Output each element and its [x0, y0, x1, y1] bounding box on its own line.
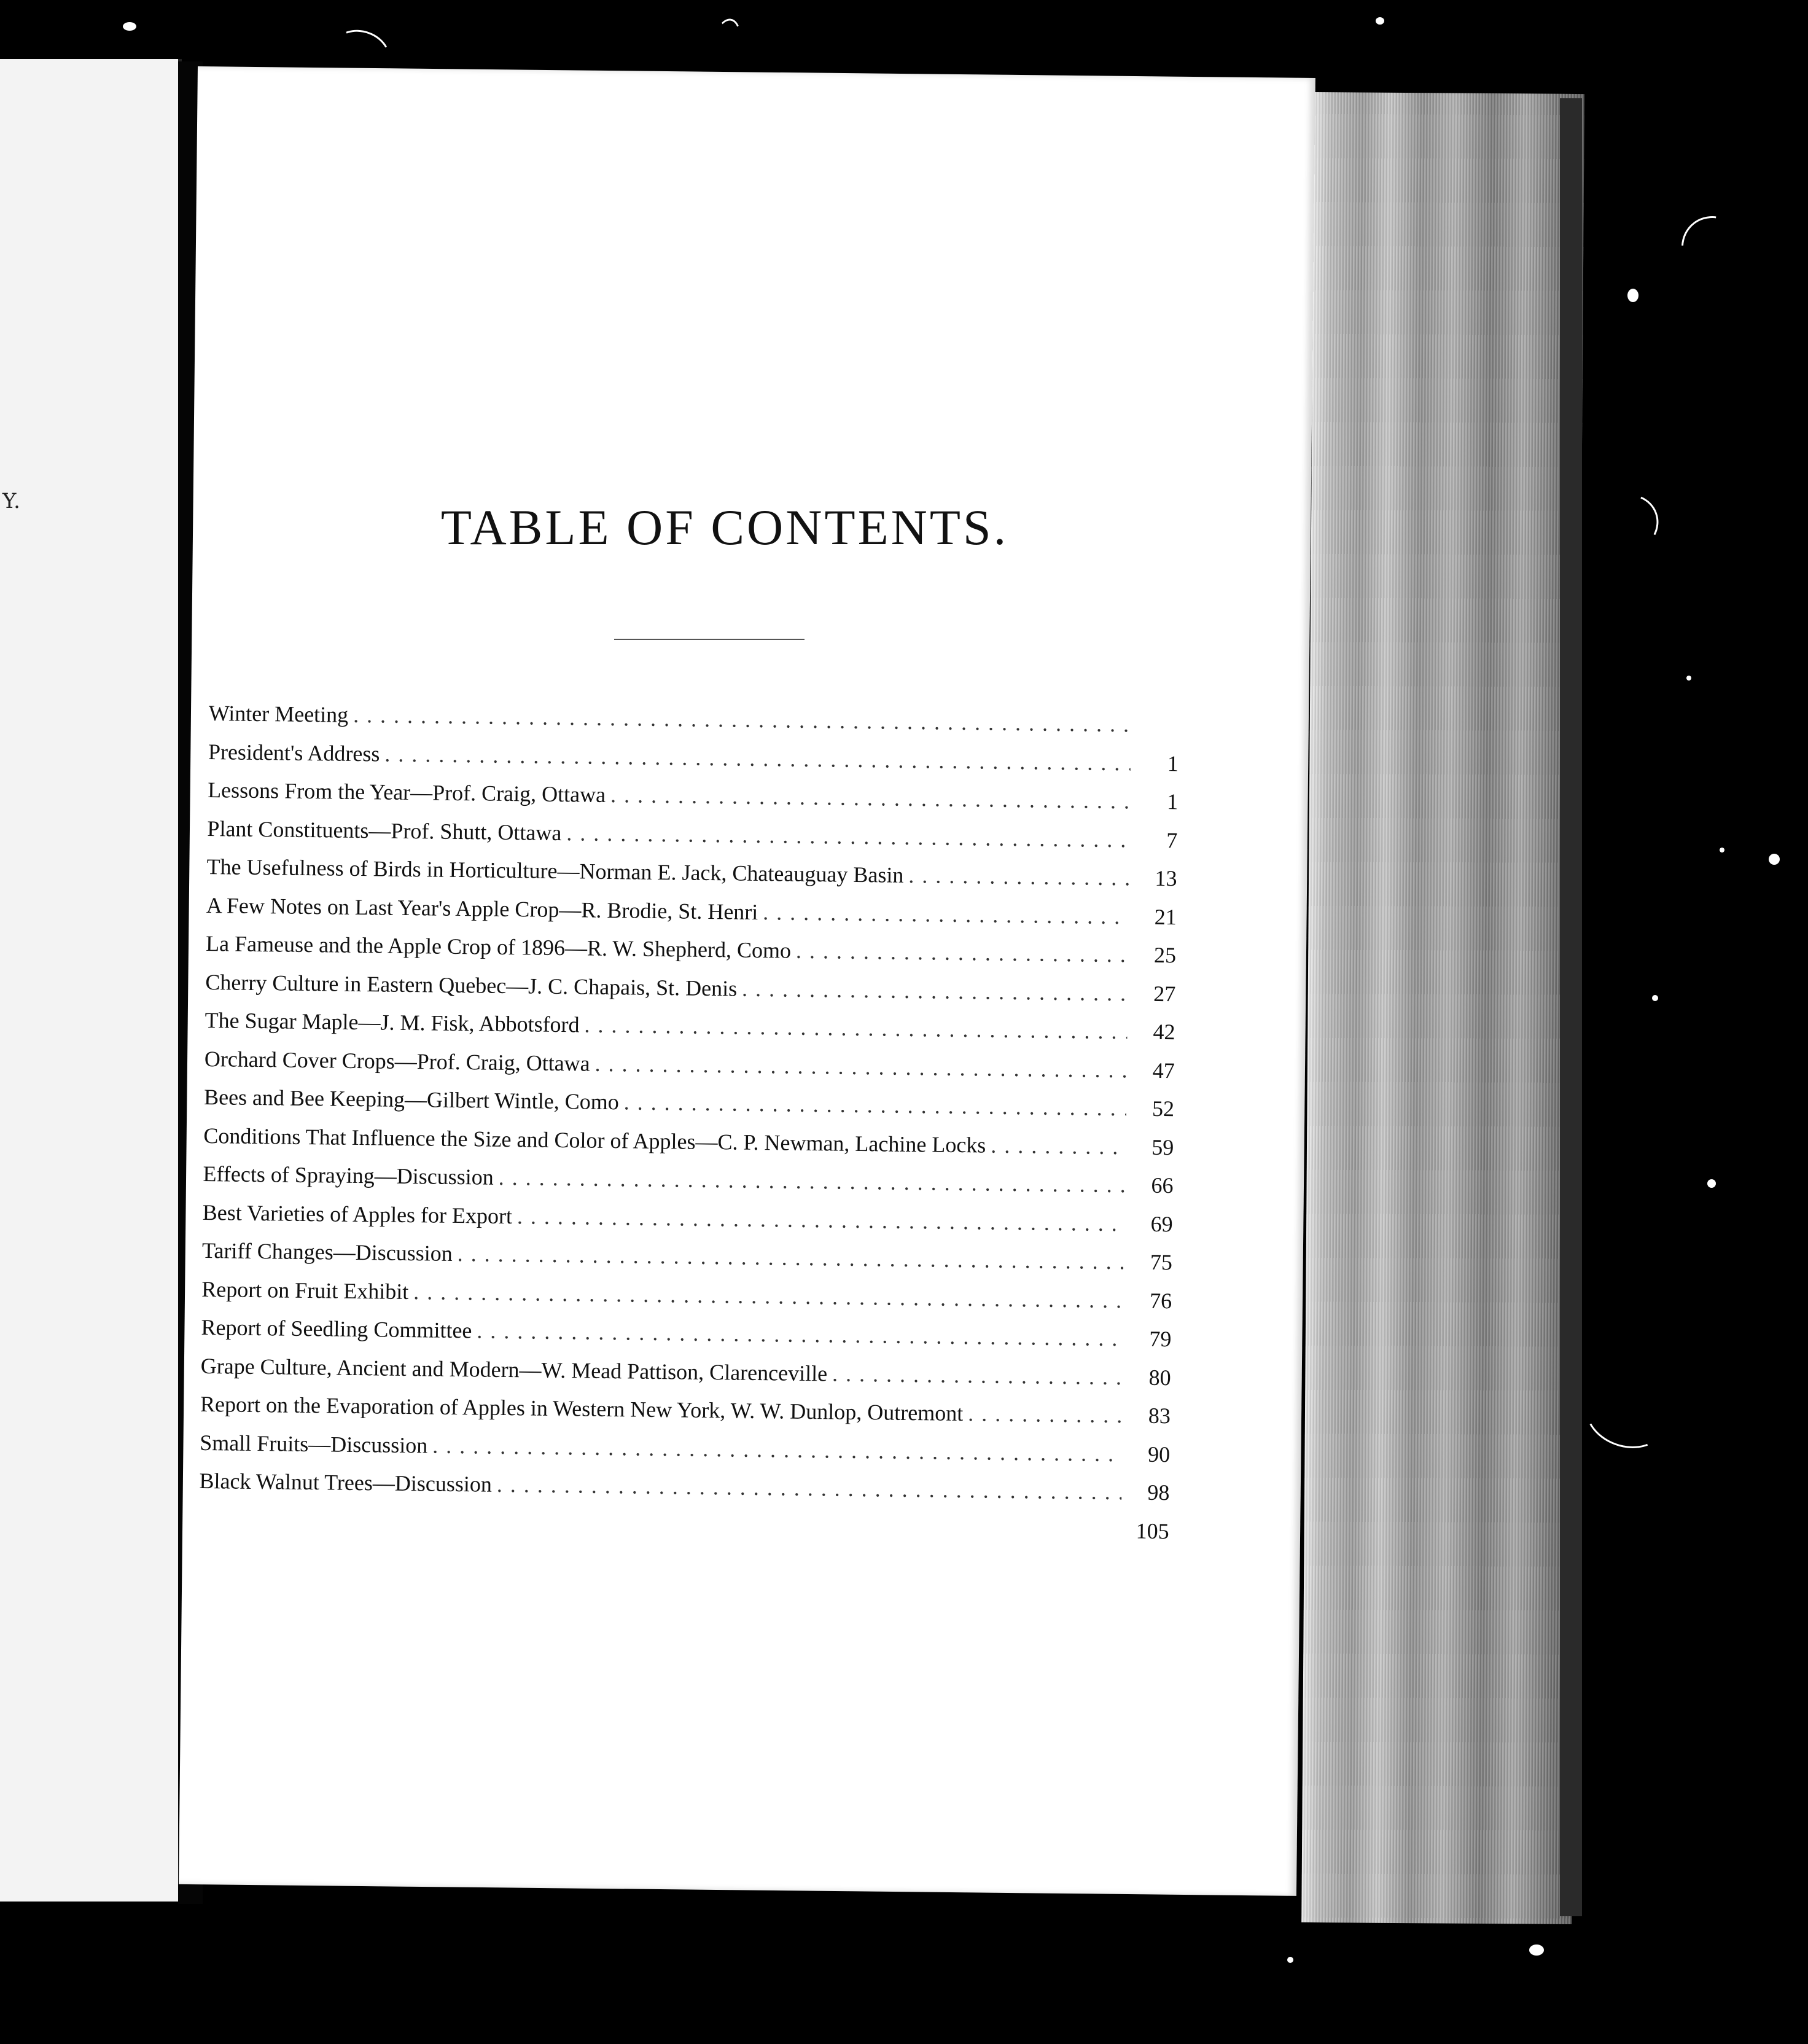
- entry-title: Best Varieties of Apples for Export: [202, 1199, 513, 1228]
- fiber-mark: [708, 17, 745, 74]
- entry-page-number: 1: [1167, 751, 1179, 776]
- entry-page-number: 105: [1136, 1518, 1169, 1543]
- entry-page-number: 59: [1151, 1134, 1174, 1160]
- entry-page-number: 69: [1150, 1211, 1173, 1236]
- fiber-mark: [1586, 485, 1667, 563]
- left-page-edge-text: Y.: [2, 489, 20, 513]
- entry-title: Cherry Culture in Eastern Quebec—J. C. Chapais, St. Denis: [205, 969, 738, 1001]
- entry-title: Small Fruits—Discussion: [199, 1430, 428, 1457]
- entry-title: Effects of Spraying—Discussion: [203, 1161, 494, 1190]
- dust-speck: [1720, 848, 1724, 852]
- dust-speck: [1652, 995, 1658, 1001]
- entry-title: Conditions That Influence the Size and Color of Apples—C. P. Newman, Lachine Locks: [203, 1123, 986, 1158]
- entry-title: Black Walnut Trees—Discussion: [199, 1468, 493, 1497]
- entry-page-number: 27: [1153, 981, 1176, 1006]
- contents-list: [198, 700, 1179, 1556]
- entry-title: Lessons From the Year—Prof. Craig, Ottawa: [207, 777, 606, 807]
- entry-title: A Few Notes on Last Year's Apple Crop—R. Brodie, St. Henri: [206, 892, 758, 924]
- dust-speck: [1287, 1957, 1293, 1963]
- entry-page-number: 47: [1152, 1058, 1175, 1083]
- entry-page-number: 1: [1166, 789, 1179, 814]
- entry-page-number: 75: [1150, 1249, 1173, 1275]
- left-facing-page: [0, 59, 182, 1902]
- entry-title: La Fameuse and the Apple Crop of 1896—R. W. Shepherd, Como: [205, 930, 792, 963]
- dot-leader: [624, 1089, 1127, 1121]
- dot-leader: [742, 975, 1128, 1006]
- title-rule: [614, 639, 805, 640]
- dust-speck: [1707, 1179, 1716, 1188]
- dust-speck: [1529, 1945, 1544, 1956]
- entry-page-number: 90: [1147, 1441, 1171, 1467]
- entry-title: Winter Meeting: [208, 700, 349, 727]
- entry-title: Report on the Evaporation of Apples in Western New York, W. W. Dunlop, Outremont: [200, 1391, 964, 1426]
- dot-leader: [991, 1132, 1126, 1160]
- entry-page-number: 7: [1166, 827, 1178, 852]
- dot-leader: [968, 1400, 1123, 1428]
- entry-title: President's Address: [208, 739, 380, 766]
- entry-title: Orchard Cover Crops—Prof. Craig, Ottawa: [204, 1046, 590, 1076]
- entry-page-number: 66: [1151, 1172, 1174, 1198]
- entry-page-number: 79: [1149, 1326, 1172, 1352]
- entry-page-number: 21: [1154, 904, 1177, 929]
- cover-edge: [1560, 98, 1582, 1916]
- dust-speck: [1376, 17, 1384, 25]
- dot-leader: [908, 862, 1129, 891]
- fiber-mark: [1576, 1370, 1677, 1459]
- dust-speck: [1769, 854, 1780, 865]
- dust-speck: [1686, 676, 1691, 681]
- dust-speck: [1627, 289, 1638, 302]
- entry-page-number: 80: [1148, 1365, 1171, 1390]
- entry-title: The Sugar Maple—J. M. Fisk, Abbotsford: [205, 1007, 580, 1037]
- entry-title: The Usefulness of Birds in Horticulture—Norman E. Jack, Chateauguay Basin: [206, 854, 904, 887]
- entry-page-number: 13: [1155, 865, 1177, 891]
- entry-page-number: 76: [1149, 1288, 1172, 1313]
- dust-speck: [123, 22, 136, 31]
- entry-title: Bees and Bee Keeping—Gilbert Wintle, Como: [203, 1084, 620, 1115]
- entry-title: Report of Seedling Committee: [201, 1314, 472, 1343]
- entry-title: Plant Constituents—Prof. Shutt, Ottawa: [207, 816, 562, 845]
- fiber-mark: [1667, 203, 1763, 299]
- entry-title: Report on Fruit Exhibit: [201, 1276, 409, 1304]
- entry-page-number: 83: [1148, 1403, 1171, 1429]
- dot-leader: [832, 1360, 1123, 1390]
- entry-page-number: 52: [1151, 1096, 1175, 1121]
- entry-title: Tariff Changes—Discussion: [201, 1238, 453, 1266]
- entry-title: Grape Culture, Ancient and Modern—W. Mead Pattison, Clarenceville: [200, 1353, 828, 1386]
- entry-page-number: 25: [1153, 942, 1177, 968]
- page-title: TABLE OF CONTENTS.: [440, 499, 1009, 555]
- entry-page-number: 42: [1153, 1019, 1175, 1045]
- entry-page-number: 98: [1147, 1480, 1170, 1505]
- dot-leader: [796, 938, 1129, 968]
- dot-leader: [610, 782, 1131, 814]
- page-block-edge: [1301, 92, 1584, 1924]
- dot-leader: [763, 899, 1129, 929]
- entry-page-number: [1136, 731, 1179, 732]
